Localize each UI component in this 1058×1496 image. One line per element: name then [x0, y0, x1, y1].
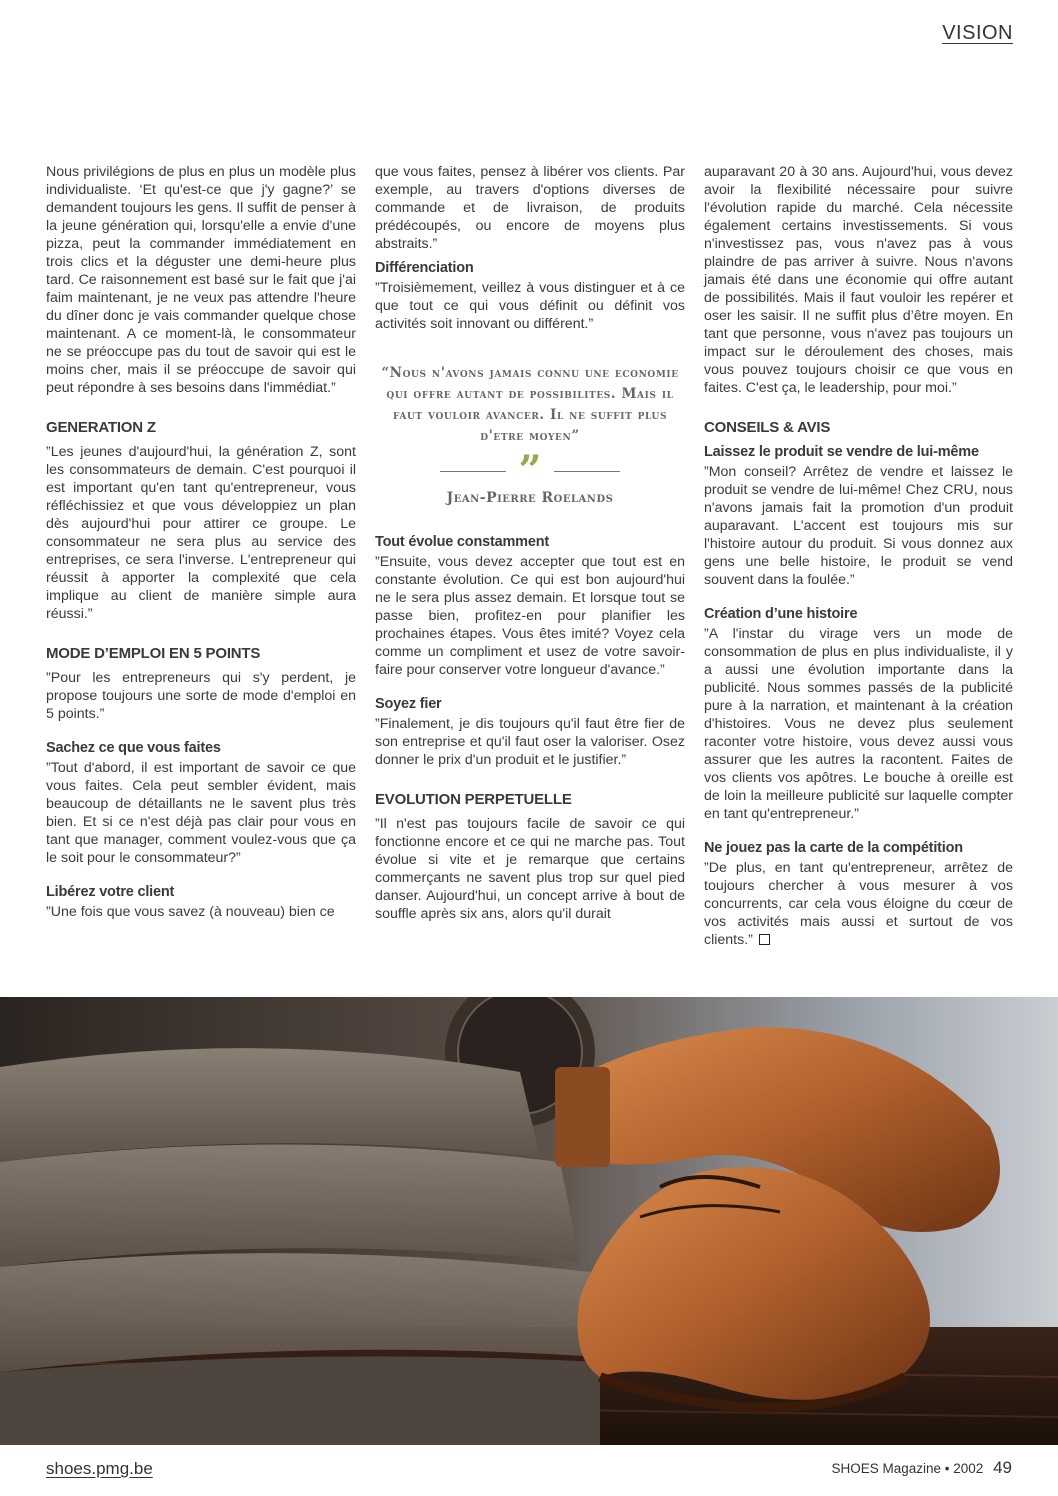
shoes-photo — [0, 997, 1058, 1445]
heading-laissez: Laissez le produit se vendre de lui-même — [704, 444, 979, 460]
shoes-photo-illustration — [0, 997, 1058, 1445]
evolution-continued-paragraph: auparavant 20 à 30 ans. Aujourd'hui, vous devez avoir la flexibilité nécessaire pour suivre l'évolution rapide du marché. Cela nécessite également certains investissements. Si vous n'investissez pas, vous n'avez pas à vous plaindre de pas arriver à suivre. Nous n'avons jamais été dans une économie qui offre autant de possibilités. Mais il faut vouloir les repérer et oser les saisir. Il ne suffit plus d’être moyen. En tant que personne, vous n'avez pas toujours un impact sur le déroulement des choses, mais vous pouvez toujours choisir ce que vous en faites. C'est ça, le leadership, pour moi.” — [704, 164, 1013, 396]
heading-generation-z: GENERATION Z — [46, 419, 156, 436]
quote-author: Jean-Pierre Roelands — [446, 490, 614, 506]
heading-tout-evolue: Tout évolue constamment — [375, 534, 549, 550]
heading-jouez: Ne jouez pas la carte de la compétition — [704, 840, 963, 856]
sachez-paragraph: ”Tout d'abord, il est important de savoir ce que vous faites. Cela peut sembler évident, mais beaucoup de détaillants ne le savent plus très bien. Et si ce n'est déjà pas clair pour vous en tant que manager, comment voulez-vous que ça le soit pour le consommateur?” — [46, 760, 356, 866]
column-1 — [46, 163, 356, 921]
soyez-fier-paragraph: ”Finalement, je dis toujours qu'il faut être fier de son entreprise et qu'il faut oser la valoriser. Osez donner le prix d'un produit et le justifier.” — [375, 716, 685, 768]
divider-line-left — [440, 471, 506, 472]
creation-paragraph: ”A l'instar du virage vers un mode de consommation de plus en plus individualiste, il y a aussi une évolution importante dans la publicité. Nous sommes passés de la publicité pure à la narration, et maintenant à la création d'histoires. Vous ne devez plus seulement raconter votre histoire, vous devez aussi vous assurer que les autres la racontent. Faites de vos clients vos apôtres. Le bouche à oreille est de loin la meilleure publicité sur laquelle compter en tant qu'entrepreneur.” — [704, 626, 1013, 822]
heading-evolution: EVOLUTION PERPETUELLE — [375, 791, 572, 808]
pull-quote: “Nous n'avons jamais connu une economie qui offre autant de possibilites. Mais il faut vouloir avancer. Il ne suffit plus d'etre moyen” — [381, 365, 679, 444]
evolution-paragraph: ”Il n'est pas toujours facile de savoir ce qui fonctionne encore et ce qui ne marche pas. Tout évolue si vite et je remarque que certains commerçants ne savent plus trop sur quel pied danser. Aujourd'hui, un concept arrive à bout de souffle après six ans, alors qu'il durait — [375, 816, 685, 922]
quote-mark-icon: ” — [518, 447, 542, 494]
heading-differenciation: Différenciation — [375, 260, 474, 276]
heading-soyez-fier: Soyez fier — [375, 696, 442, 712]
tout-evolue-paragraph: ”Ensuite, vous devez accepter que tout est en constante évolution. Ce qui est bon aujourd'hui ne le sera plus assez demain. Et lorsque tout se passe bien, profitez-en pour planifier les prochaines étapes. Vous êtes imité? Voyez cela comme un compliment et usez de votre savoir-faire pour conserver votre longueur d'avance.” — [375, 554, 685, 678]
magazine-name: SHOES Magazine • 2002 — [831, 1461, 984, 1476]
column-3 — [704, 163, 1013, 949]
section-label: VISION — [942, 22, 1013, 44]
jouez-text: ”De plus, en tant qu'entrepreneur, arrêtez de toujours chercher à vous mesurer à vos concurrents, car cela vous éloigne du cœur de vos activités mais aussi et surtout de vos clients.” — [704, 860, 1013, 948]
heading-liberez: Libérez votre client — [46, 884, 175, 900]
page-number: 49 — [993, 1458, 1012, 1477]
liberez-paragraph: ”Une fois que vous savez (à nouveau) bien ce — [46, 904, 335, 920]
website-link[interactable]: shoes.pmg.be — [46, 1459, 153, 1478]
divider-line-right — [554, 471, 620, 472]
heading-creation: Création d’une histoire — [704, 606, 858, 622]
heading-sachez: Sachez ce que vous faites — [46, 740, 221, 756]
intro-paragraph: Nous privilégions de plus en plus un modèle plus individualiste. ‘Et qu'est-ce que j'y gagne?’ se demandent toujours les gens. Il suffit de penser à la jeune génération qui, lorsqu'elle a envie d'une pizza, peut la commander immédiatement en trois clics et la déguster une demi-heure plus tard. Ce raisonnement est basé sur le fait que j'ai faim maintenant, je ne veux pas attendre l'heure du dîner donc je vais commander quelque chose maintenant. A ce moment-là, le consommateur ne se préoccupe pas du tout de savoir qui est le moins cher, mais il se préoccupe de savoir qui peut répondre à ses besoins dans l'immédiat.” — [46, 164, 356, 396]
differenciation-paragraph: ”Troisièmement, veillez à vous distinguer et à ce que tout ce qui vous définit ou définit vos activités soit innovant ou différent.” — [375, 280, 685, 332]
end-of-article-icon — [759, 934, 770, 945]
jouez-paragraph — [704, 859, 1013, 949]
mode-emploi-paragraph: ”Pour les entrepreneurs qui s'y perdent, je propose toujours une sorte de mode d'emploi en 5 points.” — [46, 670, 356, 722]
liberez-continued-paragraph: que vous faites, pensez à libérer vos clients. Par exemple, au travers d'options diverses de commande et de livraison, de produits prédécoupés, ou encore de moyens plus abstraits.” — [375, 164, 685, 252]
heading-conseils: CONSEILS & AVIS — [704, 419, 831, 436]
quote-divider — [375, 447, 685, 494]
laissez-paragraph: ”Mon conseil? Arrêtez de vendre et laissez le produit se vendre de lui-même! Chez CRU, nous n'avons jamais fait la promotion d'un produit auparavant. L'accent est toujours mis sur l'histoire autour du produit. Si vous donnez aux gens une belle histoire, le produit se vend souvent dans la foulée.” — [704, 464, 1013, 588]
generation-z-paragraph: ”Les jeunes d'aujourd'hui, la génération Z, sont les consommateurs de demain. C'est pourquoi il est important qu'en tant qu'entrepreneur, vous réfléchissiez et que vous développiez un plan dès aujourd'hui pour attirer ce groupe. Le consommateur ne sera plus au service des entreprises, ce sera l'inverse. L'entrepreneur qui réussit à apporter la complexité que cela implique au client de manière simple aura réussi.” — [46, 444, 356, 622]
heading-mode-emploi: MODE D’EMPLOI EN 5 POINTS — [46, 645, 261, 662]
footer-magazine-info — [832, 1458, 1013, 1478]
column-2 — [375, 163, 685, 923]
